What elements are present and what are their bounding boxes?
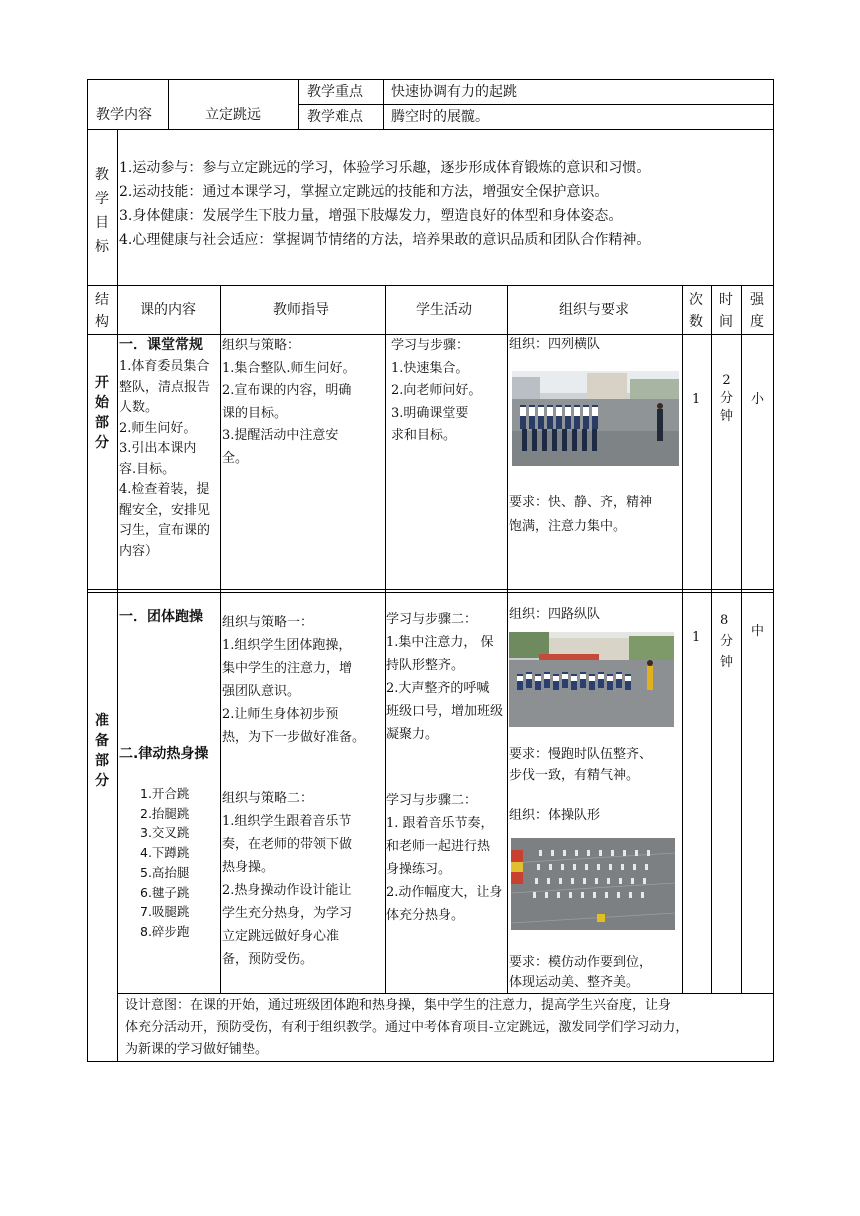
difficulty-label: 教学难点 bbox=[307, 109, 363, 125]
key-point-label: 教学重点 bbox=[307, 84, 363, 100]
objective-item: 3.身体健康：发展学生下肢力量，增强下肢爆发力，塑造良好的体型和身体姿态。 bbox=[119, 208, 623, 224]
prep-teacher-guidance-2: 组织与策略二： 1.组织学生跟着音乐节 奏，在老师的带领下做 热身操。 2.热身操动作设计能让 学生充分热身，为学习 立定跳远做好身心准 备，预防受伤。 bbox=[222, 791, 353, 967]
prep-duration: 8 分 钟 bbox=[720, 613, 734, 670]
col-content: 课的内容 bbox=[140, 302, 196, 318]
col-duration: 时 间 bbox=[719, 292, 733, 330]
warmup-exercise-list: 1.开合跳 2.抬腿跳 3.交叉跳 4.下蹲跳 5.高抬腿 6.毽子跳 7.吸腿跳 8.碎步跑 bbox=[140, 786, 190, 939]
col-teacher: 教师指导 bbox=[273, 302, 329, 318]
start-org-title: 组织：四列横队 bbox=[509, 337, 601, 352]
prep-section-label: 准 备 部 分 bbox=[95, 713, 109, 789]
col-times: 次 数 bbox=[689, 292, 703, 330]
design-intent: 设计意图：在课的开始，通过班级团体跑和热身操，集中学生的注意力，提高学生兴奋度，让身 体充分活动开，预防受伤，有利于组织教学。通过中考体育项目-立定跳远，激发同学们学习动力， 为新课的学习做好铺垫。 bbox=[125, 998, 689, 1057]
prep-content-title-1: 一．团体跑操 bbox=[119, 609, 203, 625]
photo-gymnastics-formation bbox=[511, 838, 675, 930]
photo-four-column-jogging bbox=[509, 632, 674, 727]
prep-teacher-guidance-1: 组织与策略一： 1.组织学生团体跑操， 集中学生的注意力，增 强团队意识。 2.让师生身体初步预 热，为下一步做好准备。 bbox=[222, 615, 366, 745]
objectives-label: 教 学 目 标 bbox=[95, 167, 109, 255]
prep-student-activity-2: 学习与步骤二： 1. 跟着音乐节奏， 和老师一起进行热 身操练习。 2.动作幅度大，让身 体充分热身。 bbox=[386, 793, 503, 923]
col-intensity: 强 度 bbox=[750, 292, 764, 330]
content-value: 立定跳远 bbox=[205, 107, 261, 123]
content-label: 教学内容 bbox=[96, 107, 152, 123]
objective-item: 1.运动参与：参与立定跳远的学习，体验学习乐趣，逐步形成体育锻炼的意识和习惯。 bbox=[119, 160, 651, 176]
prep-intensity: 中 bbox=[751, 624, 765, 639]
col-organization: 组织与要求 bbox=[559, 302, 629, 318]
prep-times: 1 bbox=[692, 630, 701, 645]
start-section-label: 开 始 部 分 bbox=[95, 375, 109, 451]
start-student-activity: 学习与步骤： 1.快速集合。 2.向老师问好。 3.明确课堂要 求和目标。 bbox=[391, 338, 482, 443]
prep-org-requirement-1: 要求：慢跑时队伍整齐、 步伐一致，有精气神。 bbox=[509, 747, 653, 783]
col-student: 学生活动 bbox=[416, 302, 472, 318]
start-content-title: 一．课堂常规 bbox=[119, 337, 203, 353]
start-times: 1 bbox=[692, 392, 701, 407]
prep-content-title-2: 二.律动热身操 bbox=[119, 746, 209, 762]
prep-student-activity-1: 学习与步骤二： 1.集中注意力， 保 持队形整齐。 2.大声整齐的呼喊 班级口号，增加班级 凝聚力。 bbox=[386, 612, 504, 742]
start-intensity: 小 bbox=[751, 392, 765, 407]
start-duration: 2 分 钟 bbox=[720, 373, 734, 424]
start-org-requirement: 要求：快、静、齐，精神 饱满，注意力集中。 bbox=[509, 495, 653, 534]
prep-org-requirement-2: 要求：模仿动作要到位， 体现运动美、整齐美。 bbox=[509, 955, 653, 990]
prep-org-title-1: 组织：四路纵队 bbox=[509, 607, 601, 622]
prep-org-title-2: 组织：体操队形 bbox=[509, 808, 601, 823]
difficulty-value: 腾空时的展髋。 bbox=[391, 109, 489, 125]
start-teacher-guidance: 组织与策略： 1.集合整队.师生问好。 2.宣布课的内容，明确 课的目标。 3.提醒活动中注意安 全。 bbox=[222, 338, 356, 466]
objectives-list bbox=[119, 156, 650, 252]
photo-four-row-formation bbox=[512, 371, 679, 466]
key-point-value: 快速协调有力的起跳 bbox=[391, 84, 517, 100]
objective-item: 2.运动技能：通过本课学习，掌握立定跳远的技能和方法，增强安全保护意识。 bbox=[119, 184, 609, 200]
start-content-lines: 1.体育委员集合 整队，清点报告 人数。 2.师生问好。 3.引出本课内 容.目标。 4.检查着装，提 醒安全，安排见 习生，宣布课的 内容） bbox=[119, 359, 211, 559]
objective-item: 4.心理健康与社会适应：掌握调节情绪的方法，培养果敢的意识品质和团队合作精神。 bbox=[119, 232, 651, 248]
col-structure: 结 构 bbox=[95, 292, 109, 330]
